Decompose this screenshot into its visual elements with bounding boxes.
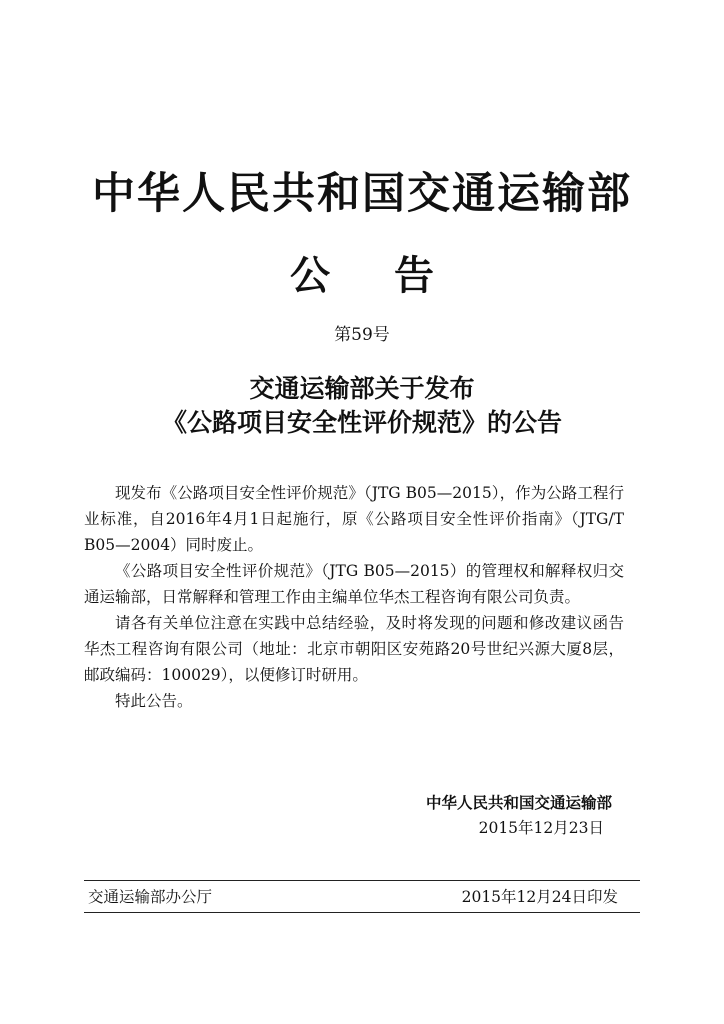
issue-date: 2015年12月23日 bbox=[478, 819, 604, 837]
body-paragraph-2: 《公路项目安全性评价规范》（JTG B05—2015）的管理权和解释权归交通运输部，日常解释和管理工作由主编单位华杰工程咨询有限公司负责。 bbox=[84, 562, 624, 606]
notice-heading-line-1: 交通运输部关于发布 bbox=[249, 374, 475, 403]
issuer-signature: 中华人民共和国交通运输部 bbox=[425, 793, 612, 812]
footer-print-date: 2015年12月24日印发 bbox=[461, 888, 618, 906]
footer-office: 交通运输部办公厅 bbox=[88, 888, 213, 906]
notice-heading-line-2: 《公路项目安全性评价规范》的公告 bbox=[161, 408, 562, 437]
notice-body bbox=[84, 480, 624, 714]
body-paragraph-4: 特此公告。 bbox=[115, 692, 193, 710]
notice-title: 公告 bbox=[290, 252, 498, 299]
body-paragraph-3: 请各有关单位注意在实践中总结经验，及时将发现的问题和修改建议函告华杰工程咨询有限公司（地址：北京市朝阳区安苑路20号世纪兴源大厦8层，邮政编码：100029），以便修订时研用。 bbox=[84, 614, 624, 684]
footer-rule-top bbox=[84, 880, 640, 881]
department-title: 中华人民共和国交通运输部 bbox=[92, 169, 632, 219]
body-paragraph-1: 现发布《公路项目安全性评价规范》（JTG B05—2015），作为公路工程行业标准，自2016年4月1日起施行，原《公路项目安全性评价指南》（JTG/T B05—2004）同时废止。 bbox=[84, 484, 624, 554]
footer-rule-bottom bbox=[84, 912, 640, 913]
notice-number: 第59号 bbox=[334, 325, 390, 345]
